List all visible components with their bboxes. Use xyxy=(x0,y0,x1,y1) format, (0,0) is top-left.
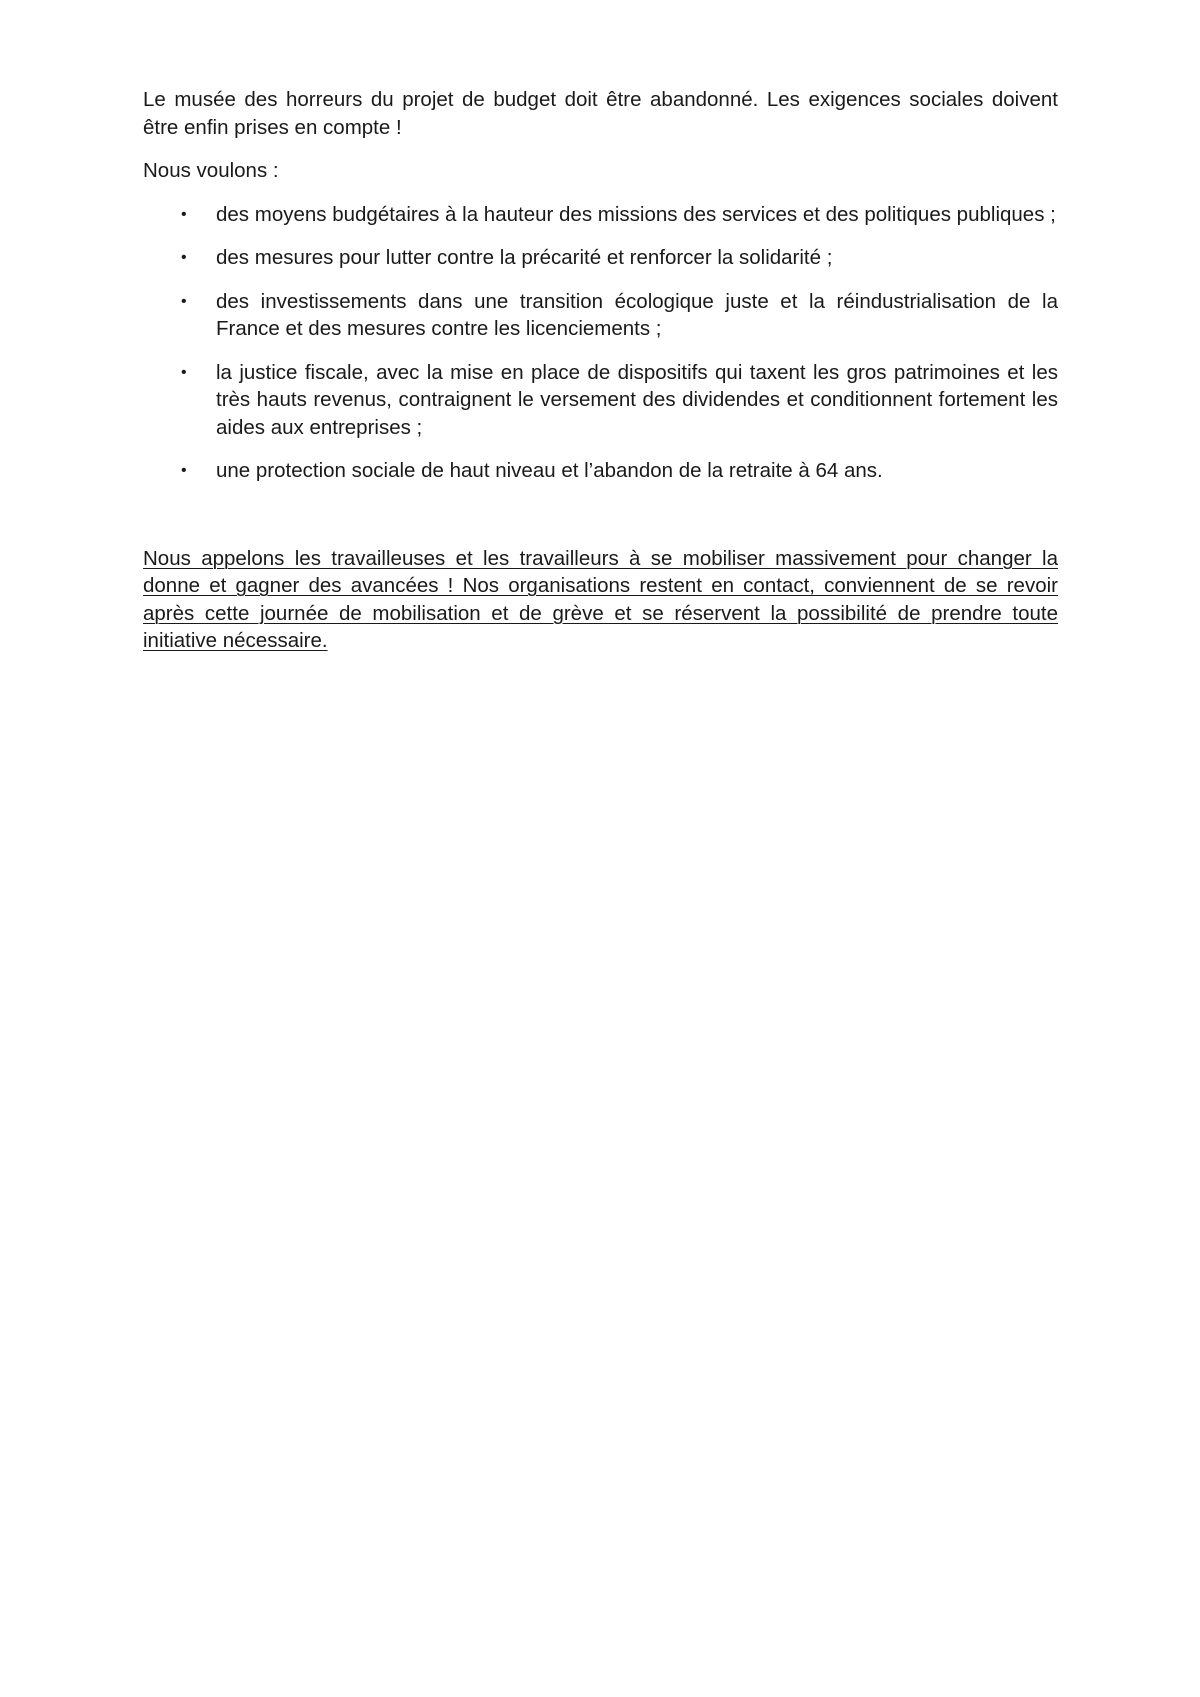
bullet-icon: • xyxy=(181,205,187,223)
list-item xyxy=(143,457,1058,485)
list-item xyxy=(143,288,1058,343)
demands-lead: Nous voulons : xyxy=(143,159,279,182)
list-item-text: une protection sociale de haut niveau et l’abandon de la retraite à 64 ans. xyxy=(216,459,883,482)
bullet-icon: • xyxy=(181,462,187,479)
bullet-icon: • xyxy=(181,363,187,381)
list-item-text: des moyens budgétaires à la hauteur des missions des services et des politiques publiques ; xyxy=(216,202,1056,226)
list-item-text: des investissements dans une transition écologique juste et la réindustrialisation de la France et des mesures contre les licenciements ; xyxy=(216,289,1058,340)
intro-paragraph: Le musée des horreurs du projet de budget doit être abandonné. Les exigences sociales doivent être enfin prises en compte ! xyxy=(143,88,1058,139)
list-item xyxy=(143,201,1058,229)
demands-list xyxy=(143,201,1058,485)
list-item xyxy=(143,359,1058,442)
document-body xyxy=(143,86,1058,655)
list-item xyxy=(143,244,1058,272)
bullet-icon: • xyxy=(181,249,187,266)
bullet-icon: • xyxy=(181,292,187,310)
list-item-text: des mesures pour lutter contre la précarité et renforcer la solidarité ; xyxy=(216,246,833,269)
call-to-action-paragraph: Nous appelons les travailleuses et les travailleurs à se mobiliser massivement pour changer la donne et gagner des avancées ! Nos organisations restent en contact, conviennent de se revoir après cette journée de mobilisation et de grève et se réservent la possibilité de prendre toute initiative nécessaire. xyxy=(143,546,1058,652)
list-item-text: la justice fiscale, avec la mise en place de dispositifs qui taxent les gros patrimoines et les très hauts revenus, contraignent le versement des dividendes et conditionnent fortement les aides aux entreprises ; xyxy=(216,360,1058,439)
